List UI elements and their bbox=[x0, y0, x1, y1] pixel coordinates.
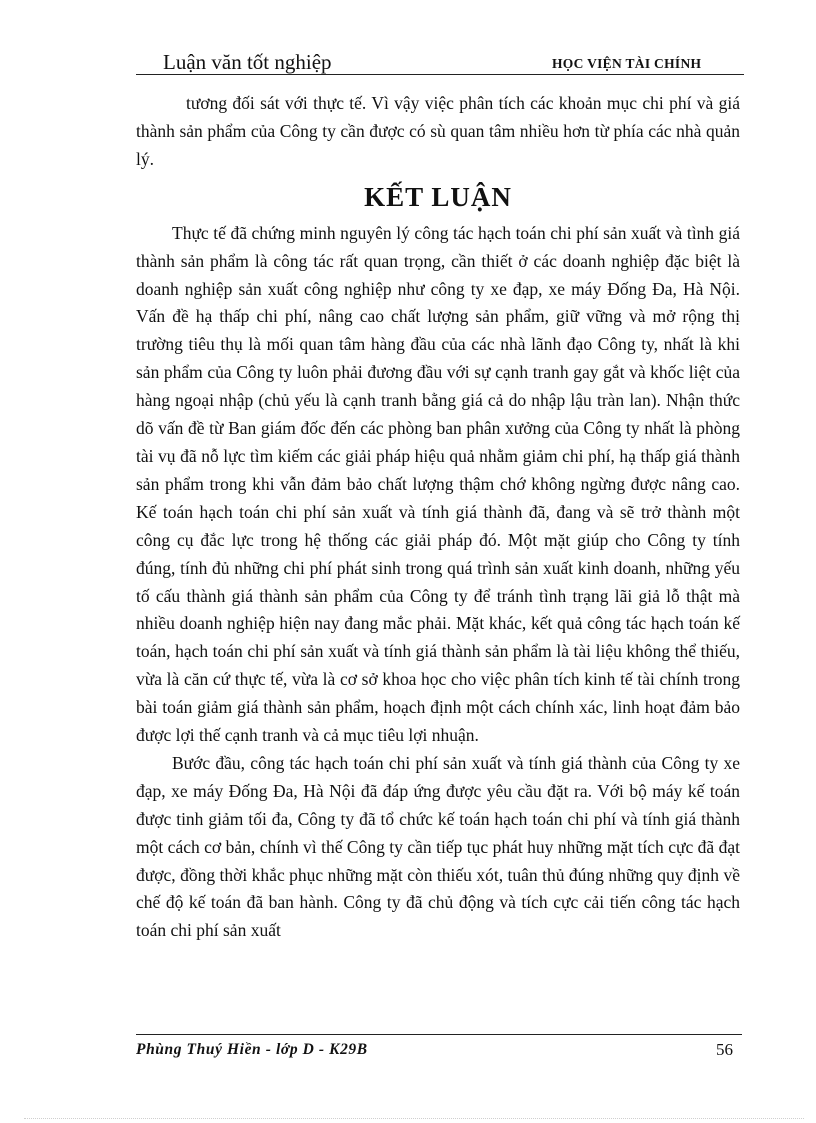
page-edge-line bbox=[24, 1118, 804, 1119]
author-line: Phùng Thuý Hiền - lớp D - K29B bbox=[136, 1041, 368, 1058]
intro-paragraph: tương đối sát với thực tế. Vì vậy việc phân tích các khoản mục chi phí và giá thành sản phẩm của Công ty cần được có sù quan tâm nhiều hơn từ phía các nhà quản lý. bbox=[136, 93, 740, 169]
document-body bbox=[136, 90, 740, 945]
footer-divider bbox=[136, 1034, 742, 1035]
thesis-label: Luận văn tốt nghiệp bbox=[163, 50, 332, 74]
page-number: 56 bbox=[716, 1040, 733, 1059]
conclusion-paragraph-1: Thực tế đã chứng minh nguyên lý công tác hạch toán chi phí sản xuất và tình giá thành sản phẩm là công tác rất quan trọng, cần thiết ở các doanh nghiệp đặc biệt là doanh nghiệp sản xuất công nghiệp như công ty xe đạp, xe máy Đống Đa, Hà Nội. Vấn đề hạ thấp chi phí, nâng cao chất lượng sản phẩm, giữ vững và mở rộng thị trường tiêu thụ là mối quan tâm hàng đầu của các nhà lãnh đạo Công ty, nhất là khi sản phẩm của Công ty luôn phải đương đầu với sự cạnh tranh gay gắt và khốc liệt của hàng ngoại nhập (chủ yếu là cạnh tranh bằng giá cả do nhập lậu tràn lan). Nhận thức dõ vấn đề từ Ban giám đốc đến các phòng ban phân xưởng của Công ty nhất là phòng tài vụ đã nỗ lực tìm kiếm các giải pháp hiệu quả nhằm giảm chi phí, hạ thấp giá thành sản phẩm trong khi vẫn đảm bảo chất lượng thậm chớ không ngừng được nâng cao. Kế toán hạch toán chi phí sản xuất và tính giá thành đã, đang và sẽ trở thành một công cụ đắc lực trong hệ thống các giải pháp đó. Một mặt giúp cho Công ty tính đúng, tính đủ những chi phí phát sinh trong quá trình sản xuất kinh doanh, những yếu tố cấu thành giá thành sản phẩm của Công ty để tránh tình trạng lãi giả lỗ thật mà nhiều doanh nghiệp hiện nay đang mắc phải. Mặt khác, kết quả công tác hạch toán kế toán, hạch toán chi phí sản xuất và tính giá thành sản phẩm là tài liệu không thể thiếu, vừa là căn cứ thực tế, vừa là cơ sở khoa học cho việc phân tích kinh tế tài chính trong bài toán giảm giá thành sản phẩm, hoạch định một cách chính xác, linh hoạt đảm bảo được lợi thế cạnh tranh và cả mục tiêu lợi nhuận. bbox=[136, 222, 740, 746]
institution-name: HỌC VIỆN TÀI CHÍNH bbox=[552, 56, 702, 71]
conclusion-paragraph-2: Bước đầu, công tác hạch toán chi phí sản xuất và tính giá thành của Công ty xe đạp, xe máy Đống Đa, Hà Nội đã đáp ứng được yêu cầu đặt ra. Với bộ máy kế toán được tinh giảm tối đa, Công ty đã tổ chức kế toán hạch toán chi phí và tính giá thành một cách cơ bản, chính vì thế Công ty cần tiếp tục phát huy những mặt tích cực đã đạt được, đồng thời khắc phục những mặt còn thiếu xót, tuân thủ đúng những quy định về chế độ kế toán đã ban hành. Công ty đã chủ động và tích cực cải tiến công tác hạch toán chi phí sản xuất bbox=[136, 752, 740, 941]
header-divider bbox=[136, 74, 744, 75]
section-heading: KẾT LUẬN bbox=[364, 181, 512, 212]
